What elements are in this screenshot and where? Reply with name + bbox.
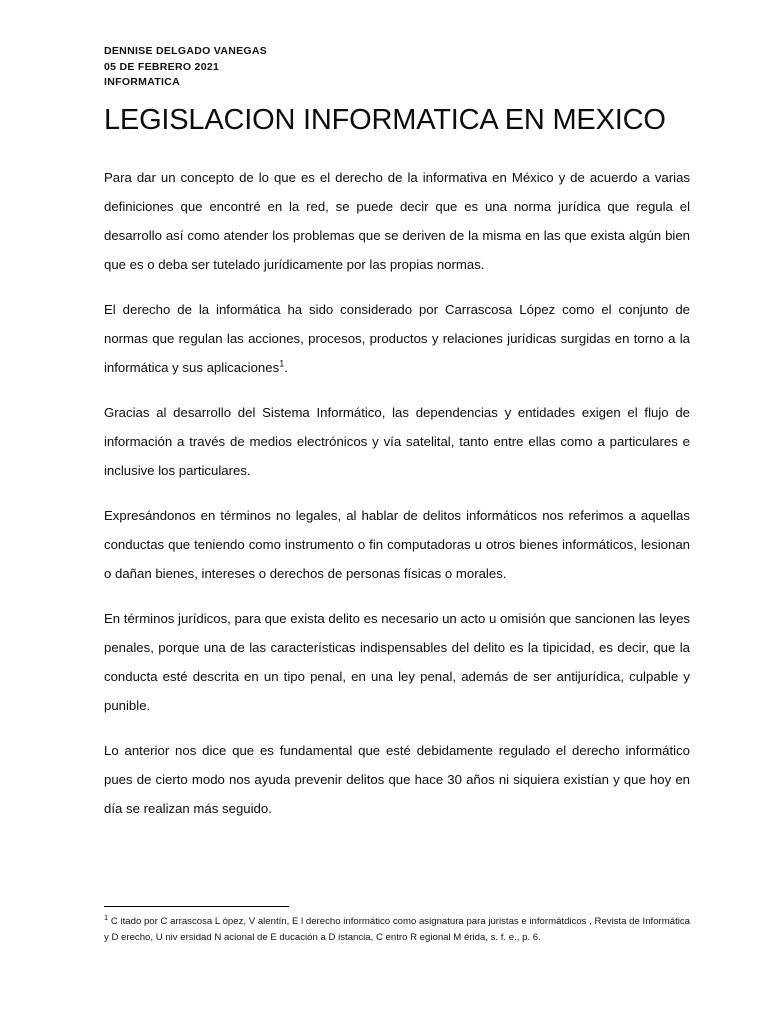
page-title: LEGISLACION INFORMATICA EN MEXICO xyxy=(104,103,666,136)
footnote-body: C itado por C arrascosa L ópez, V alentín, E l derecho informático como asignatura para juristas e informátdicos , Revista de Informática y D erecho, U niv ersidad N acional de E ducación a D istancia, C entro R egional M érida, s. f. e., p. 6. xyxy=(104,916,690,943)
paragraph-1: Para dar un concepto de lo que es el derecho de la informativa en México y de acuerdo a varias definiciones que encontré en la red, se puede decir que es una norma jurídica que regula el desarrollo así como atender los problemas que se deriven de la misma en las que exista algún bien que es o deba ser tutelado jurídicamente por las propias normas. xyxy=(104,169,690,272)
footnote-1 xyxy=(104,914,690,946)
paragraph-5: En términos jurídicos, para que exista delito es necesario un acto u omisión que sancionen las leyes penales, porque una de las características indispensables del delito es la tipicidad, es decir, que la conducta esté descrita en un tipo penal, en una ley penal, además de ser antijurídica, culpable y punible. xyxy=(104,610,690,713)
header-subject: INFORMATICA xyxy=(104,76,181,88)
paragraph-2-text: El derecho de la informática ha sido considerado por Carrascosa López como el conjunto de normas que regulan las acciones, procesos, productos y relaciones jurídicas surgidas en torno a la informática y sus aplicaciones xyxy=(104,301,690,375)
paragraph-2 xyxy=(104,295,690,382)
footnote-reference-1[interactable]: 1 xyxy=(279,358,285,369)
footnote-separator xyxy=(104,906,289,907)
paragraph-3: Gracias al desarrollo del Sistema Informático, las dependencias y entidades exigen el flujo de información a través de medios electrónicos y vía satelital, tanto entre ellas como a particulares e inclusive los particulares. xyxy=(104,404,690,478)
footnote-area xyxy=(104,906,690,946)
document-header xyxy=(104,44,690,91)
paragraph-2-tail: . xyxy=(284,359,288,375)
footnote-marker: 1 xyxy=(104,912,109,922)
header-author: DENNISE DELGADO VANEGAS xyxy=(104,45,268,57)
paragraph-6: Lo anterior nos dice que es fundamental que esté debidamente regulado el derecho informático pues de cierto modo nos ayuda prevenir delitos que hace 30 años ni siquiera existían y que hoy en día se realizan más seguido. xyxy=(104,742,690,816)
header-date: 05 DE FEBRERO 2021 xyxy=(104,60,220,73)
paragraph-4: Expresándonos en términos no legales, al hablar de delitos informáticos nos referimos a aquellas conductas que teniendo como instrumento o fin computadoras u otros bienes informáticos, lesionan o dañan bienes, intereses o derechos de personas físicas o morales. xyxy=(104,507,690,581)
